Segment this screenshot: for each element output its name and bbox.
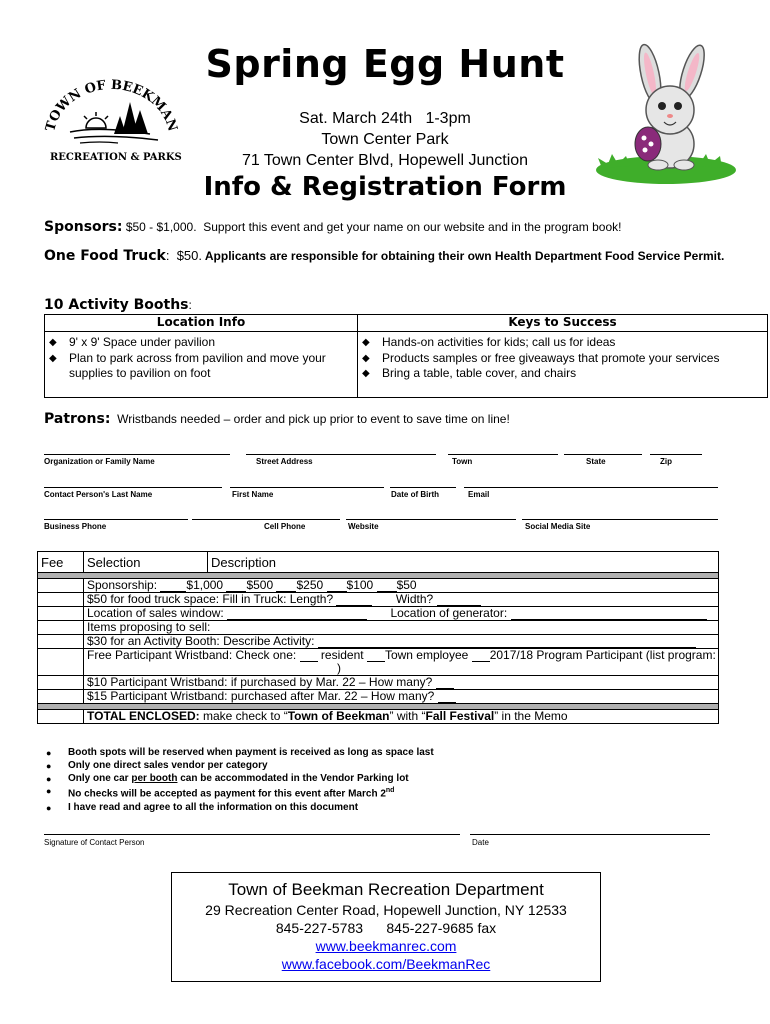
state-label: State [586,457,606,466]
items-sell-row: Items proposing to sell: [84,621,719,635]
sponsors-text: $50 - $1,000. Support this event and get your name on our website and in the program book! [122,220,622,234]
booths-heading [44,296,192,314]
event-date-time: Sat. March 24th 1-3pm [299,110,471,127]
sponsorship-500-blank[interactable] [226,580,246,592]
date-field[interactable] [470,834,710,835]
event-location: Town Center Park [321,131,449,148]
list-item: ◆ Plan to park across from pavilion and move your supplies to pavilion on foot [49,350,326,380]
sales-window-row: Location of sales window: Location of generator: [84,607,719,621]
patrons-line [44,410,510,428]
email-field[interactable] [464,487,718,488]
sales-window-blank[interactable] [227,608,367,620]
state-field[interactable] [564,454,642,455]
last-name-field[interactable] [44,487,222,488]
website-link[interactable]: www.beekmanrec.com [315,938,457,954]
location-info-list [45,335,357,382]
patrons-text: Wristbands needed – order and pick up prior to event to save time on line! [110,412,510,426]
fifteen-wristband-qty-blank[interactable] [438,691,456,703]
list-item: ◆ Products samples or free giveaways that promote your services [362,350,720,365]
signature-field[interactable] [44,834,460,835]
food-truck-text: Applicants are responsible for obtaining their own Health Department Food Service Permit. [202,249,725,263]
diamond-bullet-icon: ◆ [49,337,57,348]
sponsorship-100-blank[interactable] [327,580,347,592]
notes-list [44,747,724,814]
generator-blank[interactable] [511,608,707,620]
logo-bottom-text: RECREATION & PARKS [50,152,182,163]
social-media-label: Social Media Site [525,522,591,531]
diamond-bullet-icon: ◆ [362,337,370,348]
town-label: Town [452,457,473,466]
fee-table [37,551,719,724]
resident-check-blank[interactable] [300,650,318,662]
ten-wristband-row: $10 Participant Wristband: if purchased by Mar. 22 – How many? [84,676,719,690]
location-info-cell [45,332,358,398]
form-subtitle: Info & Registration Form [203,172,567,202]
bullet-icon: ● [46,786,52,797]
diamond-bullet-icon: ◆ [362,352,370,364]
total-fee-cell[interactable] [38,710,84,724]
contact-box [171,872,601,982]
bullet-icon: ● [46,760,52,771]
sponsorship-row: Sponsorship: $1,000 $500 $250 $100 $50 [84,579,719,593]
logo-arc-text: TOWN OF BEEKMAN [43,77,180,134]
employee-check-blank[interactable] [367,650,385,662]
truck-length-blank[interactable] [336,594,372,606]
fee-cell[interactable] [38,690,84,704]
fee-cell[interactable] [38,649,84,676]
cell-phone-field[interactable] [192,519,340,520]
website-label: Website [348,522,379,531]
contact-fax: 845-227-9685 fax [386,920,497,936]
first-name-field[interactable] [230,487,384,488]
list-item: ● Booth spots will be reserved when payment is received as long as space last [46,747,434,758]
list-item: ◆ 9' x 9' Space under pavilion [49,335,216,349]
truck-width-blank[interactable] [437,594,481,606]
free-wristband-row: Free Participant Wristband: Check one: resident Town employee 2017/18 Program Participant (list program: ) [84,649,719,676]
fee-cell[interactable] [38,676,84,690]
list-item: ◆ Bring a table, table cover, and chairs [362,366,577,380]
food-truck-row: $50 for food truck space: Fill in Truck: Length? Width? [84,593,719,607]
page-title: Spring Egg Hunt [205,42,565,86]
contact-address: 29 Recreation Center Road, Hopewell Junction, NY 12533 [205,902,567,918]
booth-info-table [44,314,768,398]
org-name-field[interactable] [44,454,230,455]
contact-phones [172,919,600,937]
contact-org: Town of Beekman Recreation Department [228,880,544,899]
cell-phone-label: Cell Phone [264,522,306,531]
food-truck-line [44,248,734,264]
booths-label: 10 Activity Booths [44,297,189,313]
bullet-icon: ● [46,748,52,758]
fee-cell[interactable] [38,579,84,593]
first-name-label: First Name [232,490,274,499]
dob-field[interactable] [390,487,456,488]
last-name-label: Contact Person's Last Name [44,490,153,499]
list-item: ● Only one direct sales vendor per category [46,759,268,771]
date-label: Date [472,838,489,847]
patrons-label: Patrons: [44,411,111,427]
fee-cell[interactable] [38,621,84,635]
fifteen-wristband-row: $15 Participant Wristband: purchased after Mar. 22 – How many? [84,690,719,704]
street-address-label: Street Address [256,457,313,466]
email-label: Email [468,490,490,499]
sponsors-line [44,218,764,236]
zip-label: Zip [660,457,672,466]
dob-label: Date of Birth [391,490,439,499]
contact-phone: 845-227-5783 [275,920,364,936]
diamond-bullet-icon: ◆ [362,368,370,379]
business-phone-label: Business Phone [44,522,107,531]
sponsorship-250-blank[interactable] [276,580,296,592]
sponsorship-1000-blank[interactable] [160,580,186,592]
total-row: TOTAL ENCLOSED: make check to “Town of Beekman” with “Fall Festival” in the Memo [84,710,719,724]
bullet-icon: ● [46,802,52,813]
program-check-blank[interactable] [472,650,490,662]
keys-to-success-cell [358,332,768,398]
facebook-link[interactable]: www.facebook.com/BeekmanRec [281,956,491,972]
signature-label: Signature of Contact Person [44,838,145,847]
street-address-field[interactable] [246,454,436,455]
list-item: ◆ Hands-on activities for kids; call us for ideas [362,335,616,349]
bunny-illustration [588,40,738,190]
org-name-label: Organization or Family Name [44,457,155,466]
zip-field[interactable] [650,454,702,455]
list-item: ● I have read and agree to all the information on this document [46,801,359,813]
diamond-bullet-icon: ◆ [49,352,57,364]
sponsorship-50-blank[interactable] [377,580,397,592]
fee-cell[interactable] [38,607,84,621]
business-phone-field[interactable] [44,519,188,520]
keys-to-success-list [358,335,767,382]
description-col-header: Description [208,552,719,573]
list-item: ● No checks will be accepted as payment for this event after March 2nd [46,786,395,800]
selection-col-header: Selection [84,552,208,573]
social-media-field[interactable] [522,519,718,520]
event-address: 71 Town Center Blvd, Hopewell Junction [241,152,529,169]
ten-wristband-qty-blank[interactable] [436,677,454,689]
fee-cell[interactable] [38,593,84,607]
town-field[interactable] [448,454,558,455]
event-details [200,108,570,171]
fee-cell[interactable] [38,635,84,649]
food-truck-price: : $50. [165,248,202,263]
bullet-icon: ● [46,773,52,784]
sponsors-label: Sponsors: [44,219,123,235]
food-truck-label: One Food Truck [44,248,166,264]
booths-colon: : [188,298,192,312]
keys-to-success-header: Keys to Success [358,315,768,332]
location-info-header: Location Info [45,315,358,332]
website-field[interactable] [346,519,516,520]
list-item: ● Only one car per booth can be accommodated in the Vendor Parking lot [46,772,409,784]
activity-description-blank[interactable] [318,636,696,648]
activity-booth-row: $30 for an Activity Booth: Describe Activity: [84,635,719,649]
town-logo [40,68,180,168]
fee-col-header: Fee [38,552,84,573]
